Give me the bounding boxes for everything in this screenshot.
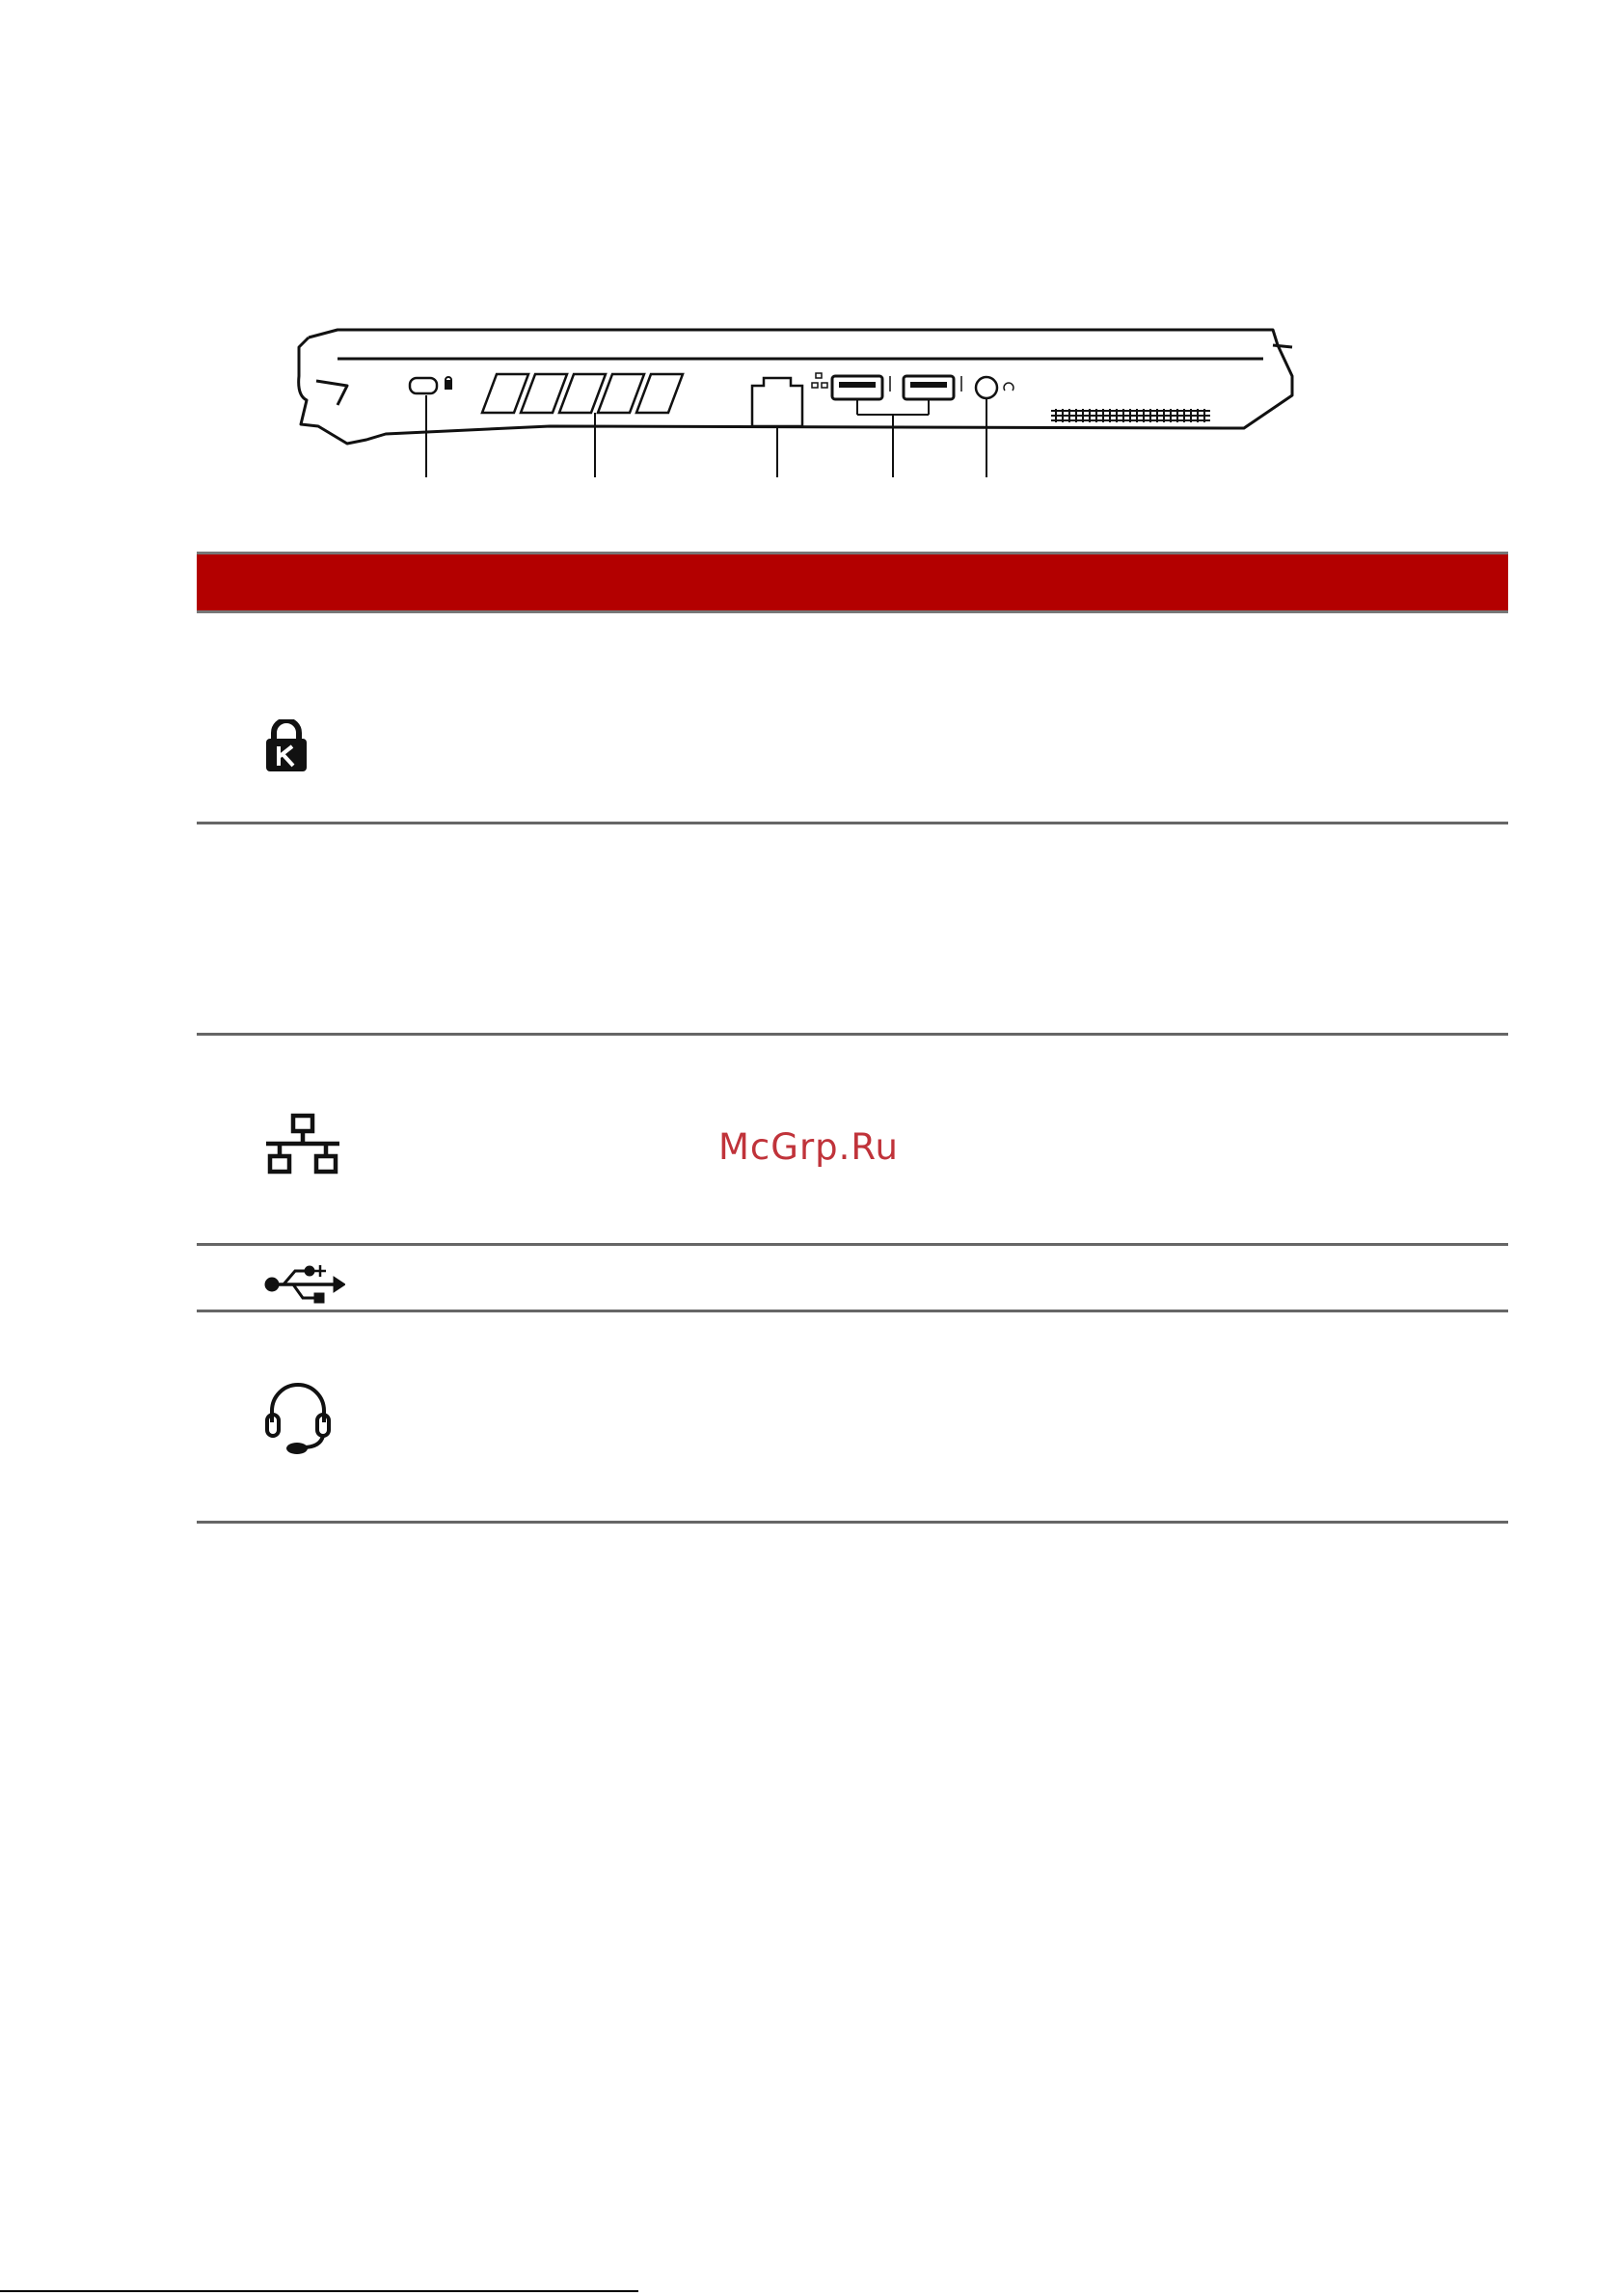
table-header bbox=[197, 552, 1508, 613]
right-vent-grille bbox=[1051, 409, 1210, 422]
table-row bbox=[197, 824, 1508, 1036]
table-row bbox=[197, 1312, 1508, 1524]
usb-icon bbox=[264, 1265, 345, 1304]
table-row bbox=[197, 1246, 1508, 1312]
air-vent bbox=[482, 374, 683, 413]
callout-leaders bbox=[426, 395, 986, 477]
lock-slot bbox=[410, 377, 452, 393]
table-row bbox=[197, 613, 1508, 824]
laptop-side-view-illustration bbox=[280, 318, 1321, 482]
headset-icon bbox=[264, 1380, 332, 1457]
footer-rule bbox=[0, 2290, 638, 2292]
kensington-lock-icon bbox=[264, 719, 309, 773]
ports-table bbox=[197, 552, 1508, 1524]
usb-port bbox=[832, 376, 961, 399]
headset-jack bbox=[976, 377, 1013, 398]
ethernet-port bbox=[752, 373, 827, 426]
watermark: McGrp.Ru bbox=[718, 1126, 899, 1168]
ethernet-network-icon bbox=[264, 1113, 341, 1176]
